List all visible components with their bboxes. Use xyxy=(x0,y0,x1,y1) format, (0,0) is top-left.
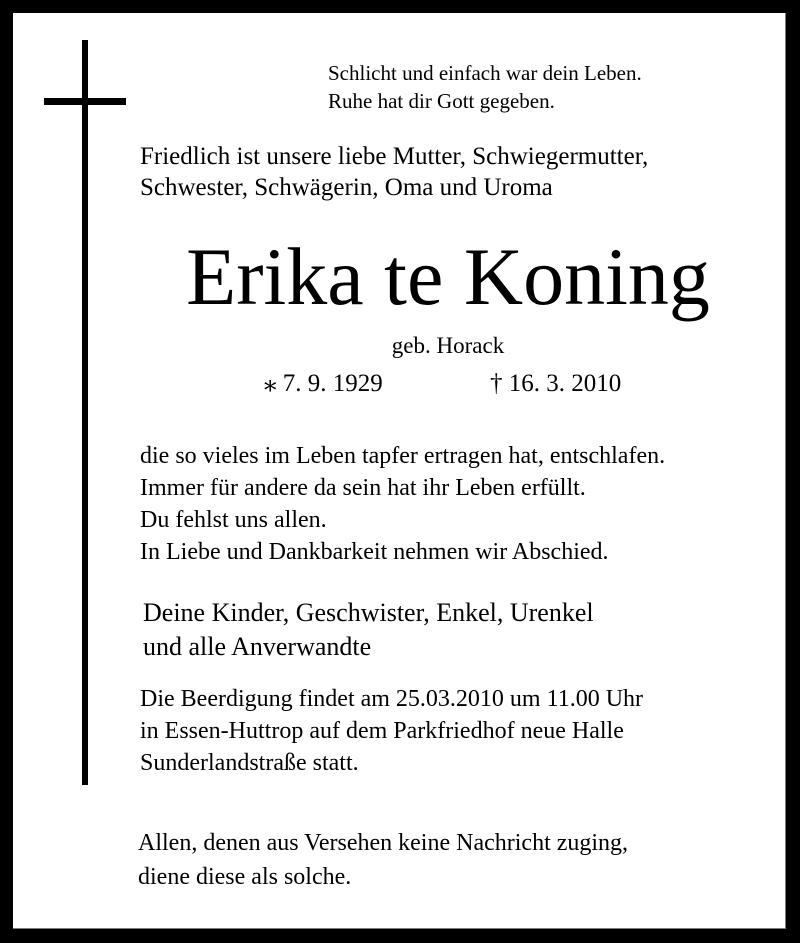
obituary-notice xyxy=(13,13,786,929)
intro-line-1: Friedlich ist unsere liebe Mutter, Schwiegermutter, xyxy=(140,143,649,170)
body-line-4: In Liebe und Dankbarkeit nehmen wir Abschied. xyxy=(140,539,609,565)
deceased-name: Erika te Koning xyxy=(186,231,710,322)
cross-icon-crossbar xyxy=(44,98,126,105)
cross-icon xyxy=(82,40,88,785)
motto-line-2: Ruhe hat dir Gott gegeben. xyxy=(328,89,555,113)
maiden-name: geb. Horack xyxy=(391,333,505,358)
family-line-1: Deine Kinder, Geschwister, Enkel, Urenkel xyxy=(143,598,594,627)
funeral-line-3: Sunderlandstraße statt. xyxy=(140,750,359,776)
funeral-line-2: in Essen-Huttrop auf dem Parkfriedhof neue Halle xyxy=(140,718,624,744)
funeral-line-1: Die Beerdigung findet am 25.03.2010 um 11.00 Uhr xyxy=(140,686,644,712)
closing-line-2: diene diese als solche. xyxy=(138,864,352,890)
death-date: † 16. 3. 2010 xyxy=(490,370,622,397)
birth-date: ⁎ 7. 9. 1929 xyxy=(264,370,383,397)
motto-line-1: Schlicht und einfach war dein Leben. xyxy=(328,61,642,85)
family-line-2: und alle Anverwandte xyxy=(143,632,372,661)
body-line-2: Immer für andere da sein hat ihr Leben erfüllt. xyxy=(140,475,586,501)
closing-line-1: Allen, denen aus Versehen keine Nachricht zuging, xyxy=(138,830,629,856)
body-line-1: die so vieles im Leben tapfer ertragen hat, entschlafen. xyxy=(140,443,666,469)
body-line-3: Du fehlst uns allen. xyxy=(140,507,327,533)
intro-line-2: Schwester, Schwägerin, Oma und Uroma xyxy=(140,174,553,201)
